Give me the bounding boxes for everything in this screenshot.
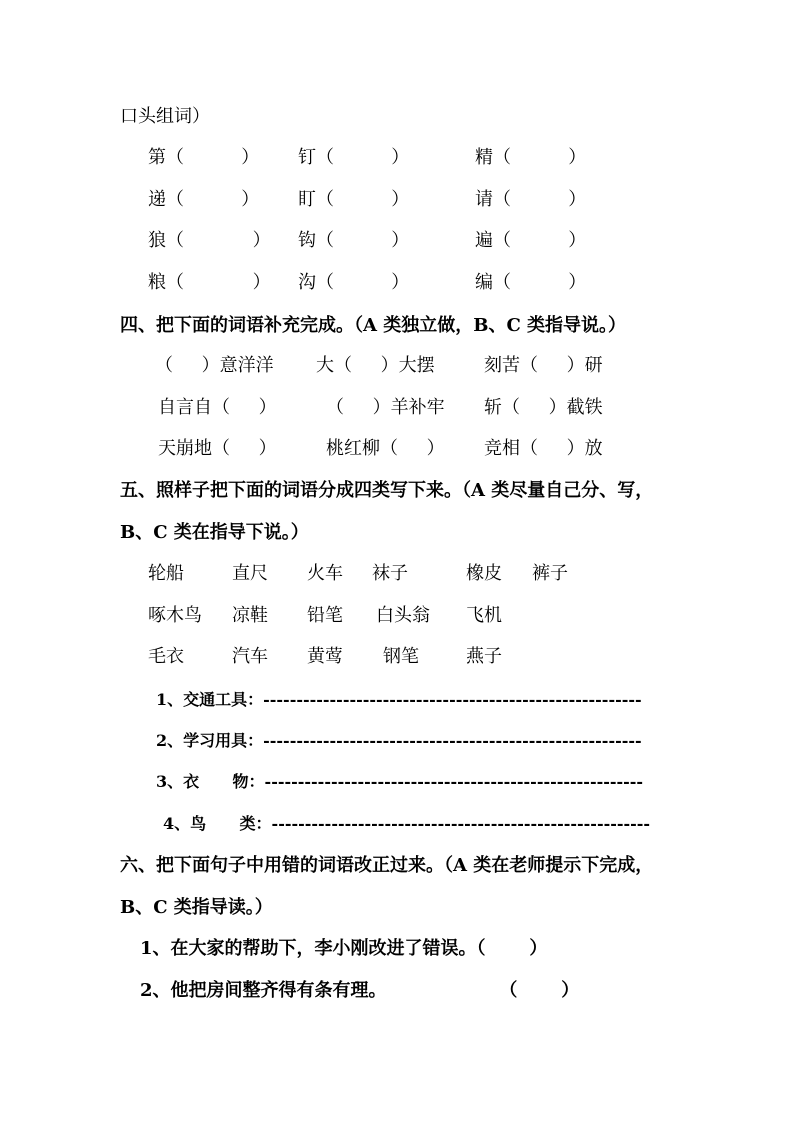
word-item: 飞机 [466, 605, 502, 626]
q4-title: 四、把下面的词语补充完成。（A 类独立做，B、C 类指导说。） [120, 315, 627, 336]
word-item: 橡皮 [466, 563, 502, 584]
category-line: 1、交通工具：--------------------------------------------------------- [156, 690, 642, 709]
q3-cell: 请（ ） [475, 189, 587, 210]
q6-title-line2: B、C 类指导读。） [120, 897, 273, 918]
category-line: 3、衣 物：--------------------------------------------------------- [156, 772, 644, 791]
q4-cell: 自言自（ ） [158, 397, 277, 418]
word-item: 燕子 [466, 646, 502, 667]
q4-cell: 桃红柳（ ） [326, 438, 445, 459]
q5-title-line2: B、C 类在指导下说。） [120, 522, 309, 543]
q6-sentence: 1、在大家的帮助下，李小刚改进了错误。（ ） [140, 938, 548, 959]
word-item: 铅笔 [307, 605, 343, 626]
q3-cell: 第（ ） [148, 147, 260, 168]
q3-cell: 递（ ） [148, 189, 260, 210]
q6-title-line1: 六、把下面句子中用错的词语改正过来。（A 类在老师提示下完成， [120, 855, 654, 876]
q3-cell: 遍（ ） [475, 230, 587, 251]
word-item: 汽车 [232, 646, 268, 667]
q4-cell: 竞相（ ）放 [484, 438, 603, 459]
word-item: 直尺 [232, 563, 268, 584]
word-item: 钢笔 [383, 646, 419, 667]
word-item: 毛衣 [148, 646, 184, 667]
intro-text: 口头组词） [120, 106, 210, 127]
q4-cell: 大（ ）大摆 [316, 355, 435, 376]
category-line: 4、鸟 类：--------------------------------------------------------- [163, 814, 651, 833]
word-item: 轮船 [148, 563, 184, 584]
q4-cell: 天崩地（ ） [158, 438, 277, 459]
word-item: 凉鞋 [232, 605, 268, 626]
word-item: 裤子 [532, 563, 568, 584]
q3-cell: 沟（ ） [298, 272, 410, 293]
word-item: 白头翁 [376, 605, 430, 626]
word-item: 啄木鸟 [148, 605, 202, 626]
q3-cell: 精（ ） [475, 147, 587, 168]
q4-cell: 斩（ ）截铁 [484, 397, 603, 418]
q4-cell: （ ）意洋洋 [155, 355, 274, 376]
q3-cell: 钩（ ） [298, 230, 410, 251]
word-item: 火车 [307, 563, 343, 584]
q3-cell: 编（ ） [475, 272, 587, 293]
q3-cell: 盯（ ） [298, 189, 410, 210]
q3-cell: 钉（ ） [298, 147, 410, 168]
q6-sentence: 2、他把房间整齐得有条有理。 （ ） [140, 980, 580, 1001]
q4-cell: 刻苦（ ）研 [484, 355, 603, 376]
category-line: 2、学习用具：--------------------------------------------------------- [156, 731, 642, 750]
q3-cell: 粮（ ） [148, 272, 271, 293]
q4-cell: （ ）羊补牢 [326, 397, 445, 418]
word-item: 黄莺 [307, 646, 343, 667]
q3-cell: 狼（ ） [148, 230, 271, 251]
word-item: 袜子 [372, 563, 408, 584]
q5-title-line1: 五、照样子把下面的词语分成四类写下来。（A 类尽量自己分、写， [120, 480, 654, 501]
